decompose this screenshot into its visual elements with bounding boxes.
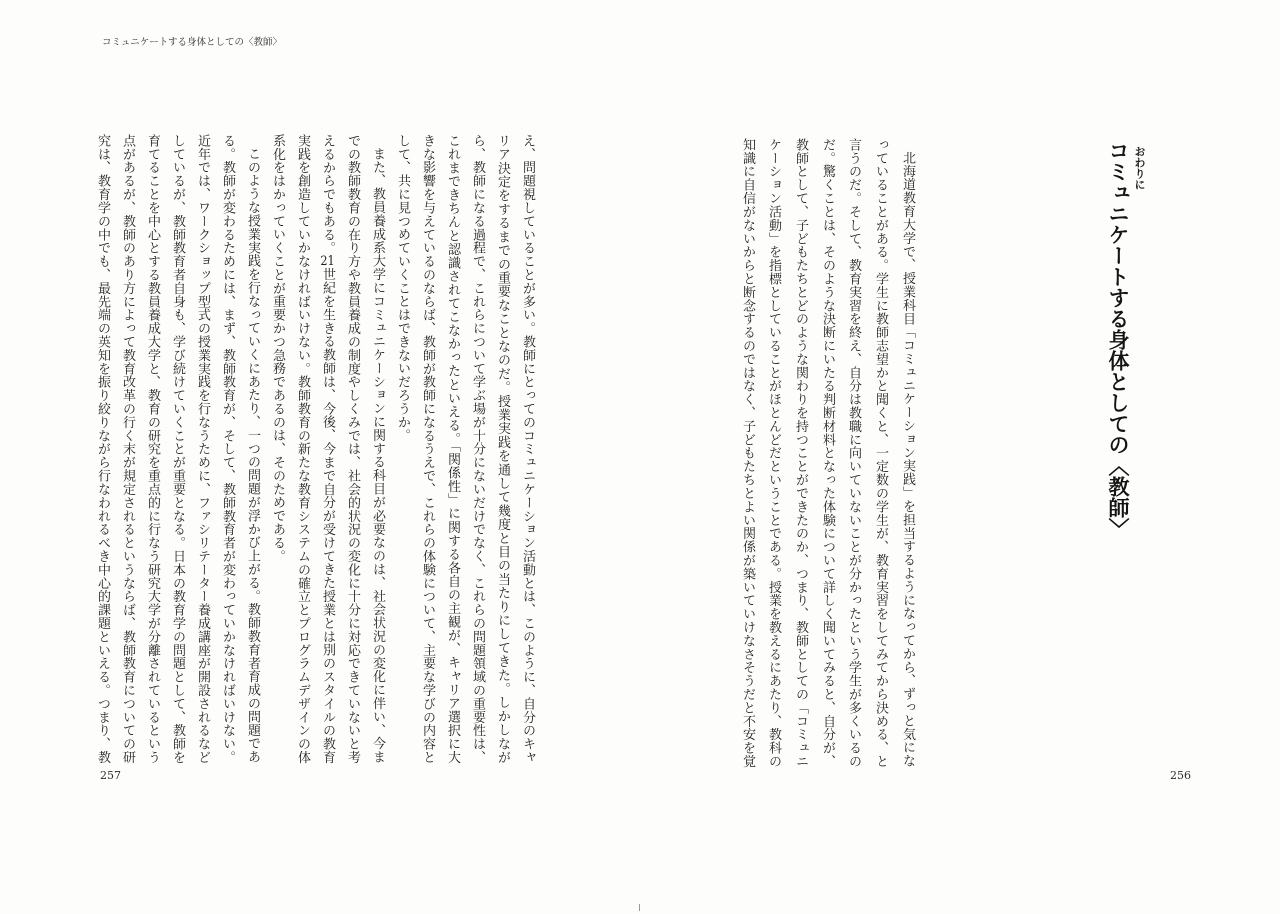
text-column: 究は、教育学の中でも、最先端の英知を振り絞りながら行なわれるべき中心的課題といえる。つまり、教 xyxy=(95,134,110,764)
chapter-title: コミュニケートする身体としての〈教師〉 xyxy=(1106,140,1131,539)
text-column: しているが、教師教育者自身も、学び続けていくことが重要となる。日本の教育学の問題として、教師を xyxy=(170,134,185,764)
text-column: 教師として、子どもたちとどのような関わりを持つことができたのか、つまり、教師としての「コミュニ xyxy=(793,138,808,768)
text-segment: えるからでもある。 xyxy=(320,134,335,255)
text-column: これまできちんと認識されてこなかったといえる。「関係性」に関する各自の主観が、キャリア選択に大 xyxy=(445,134,460,764)
text-column: して、共に見つめていくことはできないだろうか。 xyxy=(395,134,410,443)
text-column: っていることがある。学生に教師志望かと聞くと、一定数の学生が、教育実習をしてみてから決める、と xyxy=(873,138,888,768)
section-label: おわりに xyxy=(1133,146,1146,190)
text-column: リア決定をするまでの重要なことなのだ。授業実践を通して幾度と目の当たりにしてきた。しかしなが xyxy=(495,134,510,764)
text-column: 系化をはかっていくことが重要かつ急務であるのは、そのためである。 xyxy=(270,134,285,563)
text-column: での教師教育の在り方や教員養成の制度やしくみでは、社会的状況の変化に十分に対応できていないと考 xyxy=(345,134,360,764)
text-column: え、問題視していることが多い。教師にとってのコミュニケーション活動とは、このように、自分のキャ xyxy=(520,134,535,764)
right-page xyxy=(640,0,1280,914)
text-column: る。教師が変わるためには、まず、教師教育が、そして、教師教育者が変わっていかなければいけない。 xyxy=(220,134,235,764)
text-column xyxy=(320,134,334,764)
text-column: ら、教師になる過程で、これらについて学ぶ場が十分にないだけでなく、これらの問題領域の重要性は、 xyxy=(470,134,485,764)
running-head: コミュニケートする身体としての〈教師〉 xyxy=(102,37,283,48)
tate-chu-yoko-number: 21 xyxy=(320,254,335,268)
text-column: 育てることを中心とする教員養成大学と、教育の研究を重点的に行なう研究大学が分離されているという xyxy=(145,134,160,764)
text-column: きな影響を与えているのならば、教師が教師になるうえで、これらの体験について、主要な学びの内容と xyxy=(420,134,435,764)
text-segment: 世紀を生きる教師は、今後、今まで自分が受けてきた授業とは別のスタイルの教育 xyxy=(320,267,335,764)
text-column: 近年では、ワークショップ型式の授業実践を行なうために、ファシリテーター養成講座が開設されるなど xyxy=(195,134,210,764)
text-column: 北海道教育大学で、授業科目「コミュニケーション実践」を担当するようになってから、ずっと気にな xyxy=(900,151,915,768)
text-column: 実践を創造していかなければいけない。教師教育の新たな教育システムの確立とプログラムデザインの体 xyxy=(295,134,310,764)
text-column: 点があるが、教師のあり方によって教育改革の行く末が規定されるというならば、教師教育についての研 xyxy=(120,134,135,764)
text-column: また、教員養成系大学にコミュニケーションに関する科目が必要なのは、社会状況の変化に伴い、今ま xyxy=(370,147,385,764)
text-column: このような授業実践を行なっていくにあたり、一つの問題が浮かび上がる。教師教育者育成の問題であ xyxy=(245,147,260,764)
text-column: だ。驚くことは、そのような決断にいたる判断材料となった体験について詳しく聞いてみると、自分が、 xyxy=(820,138,835,768)
text-column: 言うのだ。そして、教育実習を終え、自分は教職に向いていないことが分かったという学生が多くいるの xyxy=(846,138,861,768)
gutter-mark xyxy=(639,904,640,911)
text-column: ケーション活動」を指標としていることがほとんどだということである。授業を教えるにあたり、教科の xyxy=(766,138,781,768)
page-number: 256 xyxy=(1170,769,1191,782)
text-column: 知識に自信がないからと断念するのではなく、子どもたちとよい関係が築いていけなさそうだと不安を覚 xyxy=(740,138,755,768)
page-number: 257 xyxy=(100,769,121,782)
